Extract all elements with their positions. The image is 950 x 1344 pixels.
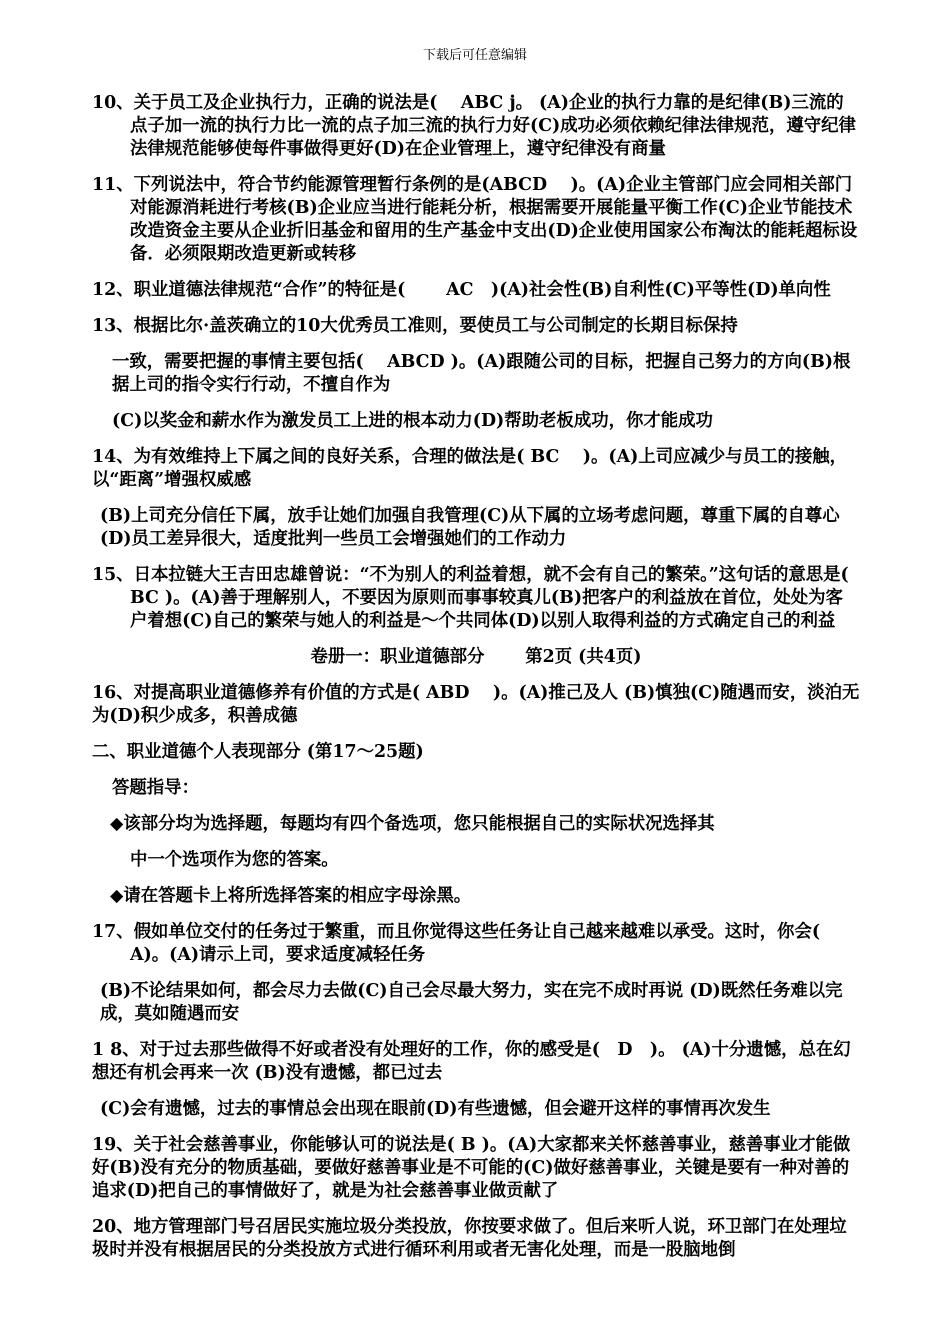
question-13-line1: 13、根据比尔·盖茨确立的10大优秀员工准则，要使员工与公司制定的长期目标保持 [92, 316, 738, 336]
question-19: 19、关于社会慈善事业，你能够认可的说法是( B )。(A)大家都来关怀慈善事业，慈善事业才能做好(B)没有充分的物质基础，要做好慈善事业是不可能的(C)做好慈善事业，关键是要有一种对善的追求(D)把自己的事情做好了，就是为社会慈善事业做贡献了 [92, 1135, 851, 1201]
guide-item-1-text: 该部分均为选择题，每题均有四个备选项，您只能根据自己的实际状况选择其 [123, 814, 715, 834]
diamond-bullet-icon: ◆ [110, 886, 124, 906]
document-body [92, 92, 860, 1275]
question-17-line1: 17、假如单位交付的任务过于繁重，而且你觉得这些任务让自己越来越难以承受。这时，你会( A)。(A)请示上司，要求适度减轻任务 [92, 922, 838, 965]
page-header: 下载后可任意编辑 [422, 48, 527, 63]
page-marker: 卷册一：职业道德部分 第2页 (共4页) [310, 647, 642, 667]
question-11: 11、下列说法中，符合节约能源管理暂行条例的是(ABCD )。(A)企业主管部门应会同相关部门对能源消耗进行考核(B)企业应当进行能耗分析，根据需要开展能量平衡工作(C)企业节能技术改造资金主要从企业折旧基金和留用的生产基金中支出(D)企业使用国家公布淘汰的能耗超标设备．必须限期改造更新或转移 [92, 175, 858, 264]
question-13-line3: (C)以奖金和薪水作为激发员工上进的根本动力(D)帮助老板成功，你才能成功 [112, 411, 713, 431]
question-14-line1: 14、为有效维持上下属之间的良好关系，合理的做法是( BC )。(A)上司应减少与员工的接触，以“距离”增强权威感 [92, 447, 848, 490]
question-18-line2: (C)会有遗憾，过去的事情总会出现在眼前(D)有些遗憾，但会避开这样的事情再次发生 [100, 1099, 771, 1119]
guide-item-2 [92, 885, 860, 908]
guide-item-1-continued: 中一个选项作为您的答案。 [130, 850, 339, 870]
question-20: 20、地方管理部门号召居民实施垃圾分类投放，你按要求做了。但后来听人说，环卫部门在处理垃圾时并没有根据居民的分类投放方式进行循环利用或者无害化处理，而是一股脑地倒 [92, 1217, 847, 1260]
guide-title: 答题指导： [112, 778, 199, 798]
question-14-line2: (B)上司充分信任下属，放手让她们加强自我管理(C)从下属的立场考虑问题，尊重下属的自尊心(D)员工差异很大，适度批判一些员工会增强她们的工作动力 [100, 506, 840, 549]
question-15: 15、日本拉链大王吉田忠雄曾说：“不为别人的利益着想，就不会有自己的繁荣。”这句话的意思是( BC )。(A)善于理解别人，不要因为原则而事事较真儿(B)把客户的利益放在首位，处处为客户着想(C)自己的繁荣与她人的利益是～个共同体(D)以别人取得利益的方式确定自己的利益 [92, 565, 849, 631]
question-12: 12、职业道德法律规范“合作”的特征是( AC )(A)社会性(B)自利性(C)平等性(D)单向性 [92, 280, 831, 300]
question-17-line2: (B)不论结果如何，都会尽力去做(C)自己会尽最大努力，实在完不成时再说 (D)既然任务难以完成，莫如随遇而安 [100, 981, 843, 1024]
question-13-line2: 一致，需要把握的事情主要包括( ABCD )。(A)跟随公司的目标，把握自己努力的方向(B)根据上司的指令实行行动，不擅自作为 [112, 352, 851, 395]
guide-item-2-text: 请在答题卡上将所选择答案的相应字母涂黑。 [123, 886, 472, 906]
question-18-line1: 1 8、对于过去那些做得不好或者没有处理好的工作，你的感受是( D )。 (A)十分遗憾，总在幻想还有机会再来一次 (B)没有遗憾，都已过去 [92, 1040, 851, 1083]
question-10: 10、关于员工及企业执行力，正确的说法是( ABC j。 (A)企业的执行力靠的是纪律(B)三流的点子加一流的执行力比一流的点子加三流的执行力好(C)成功必须依赖纪律法律规范，遵守纪律法律规范能够使每件事做得更好(D)在企业管理上，遵守纪律没有商量 [92, 93, 856, 159]
diamond-bullet-icon: ◆ [110, 814, 124, 834]
section-heading: 二、职业道德个人表现部分 (第17～25题) [92, 742, 424, 762]
question-16: 16、对提高职业道德修养有价值的方式是( ABD )。(A)推己及人 (B)慎独(C)随遇而安，淡泊无为(D)积少成多，积善成德 [92, 683, 860, 726]
guide-item-1 [92, 813, 860, 836]
